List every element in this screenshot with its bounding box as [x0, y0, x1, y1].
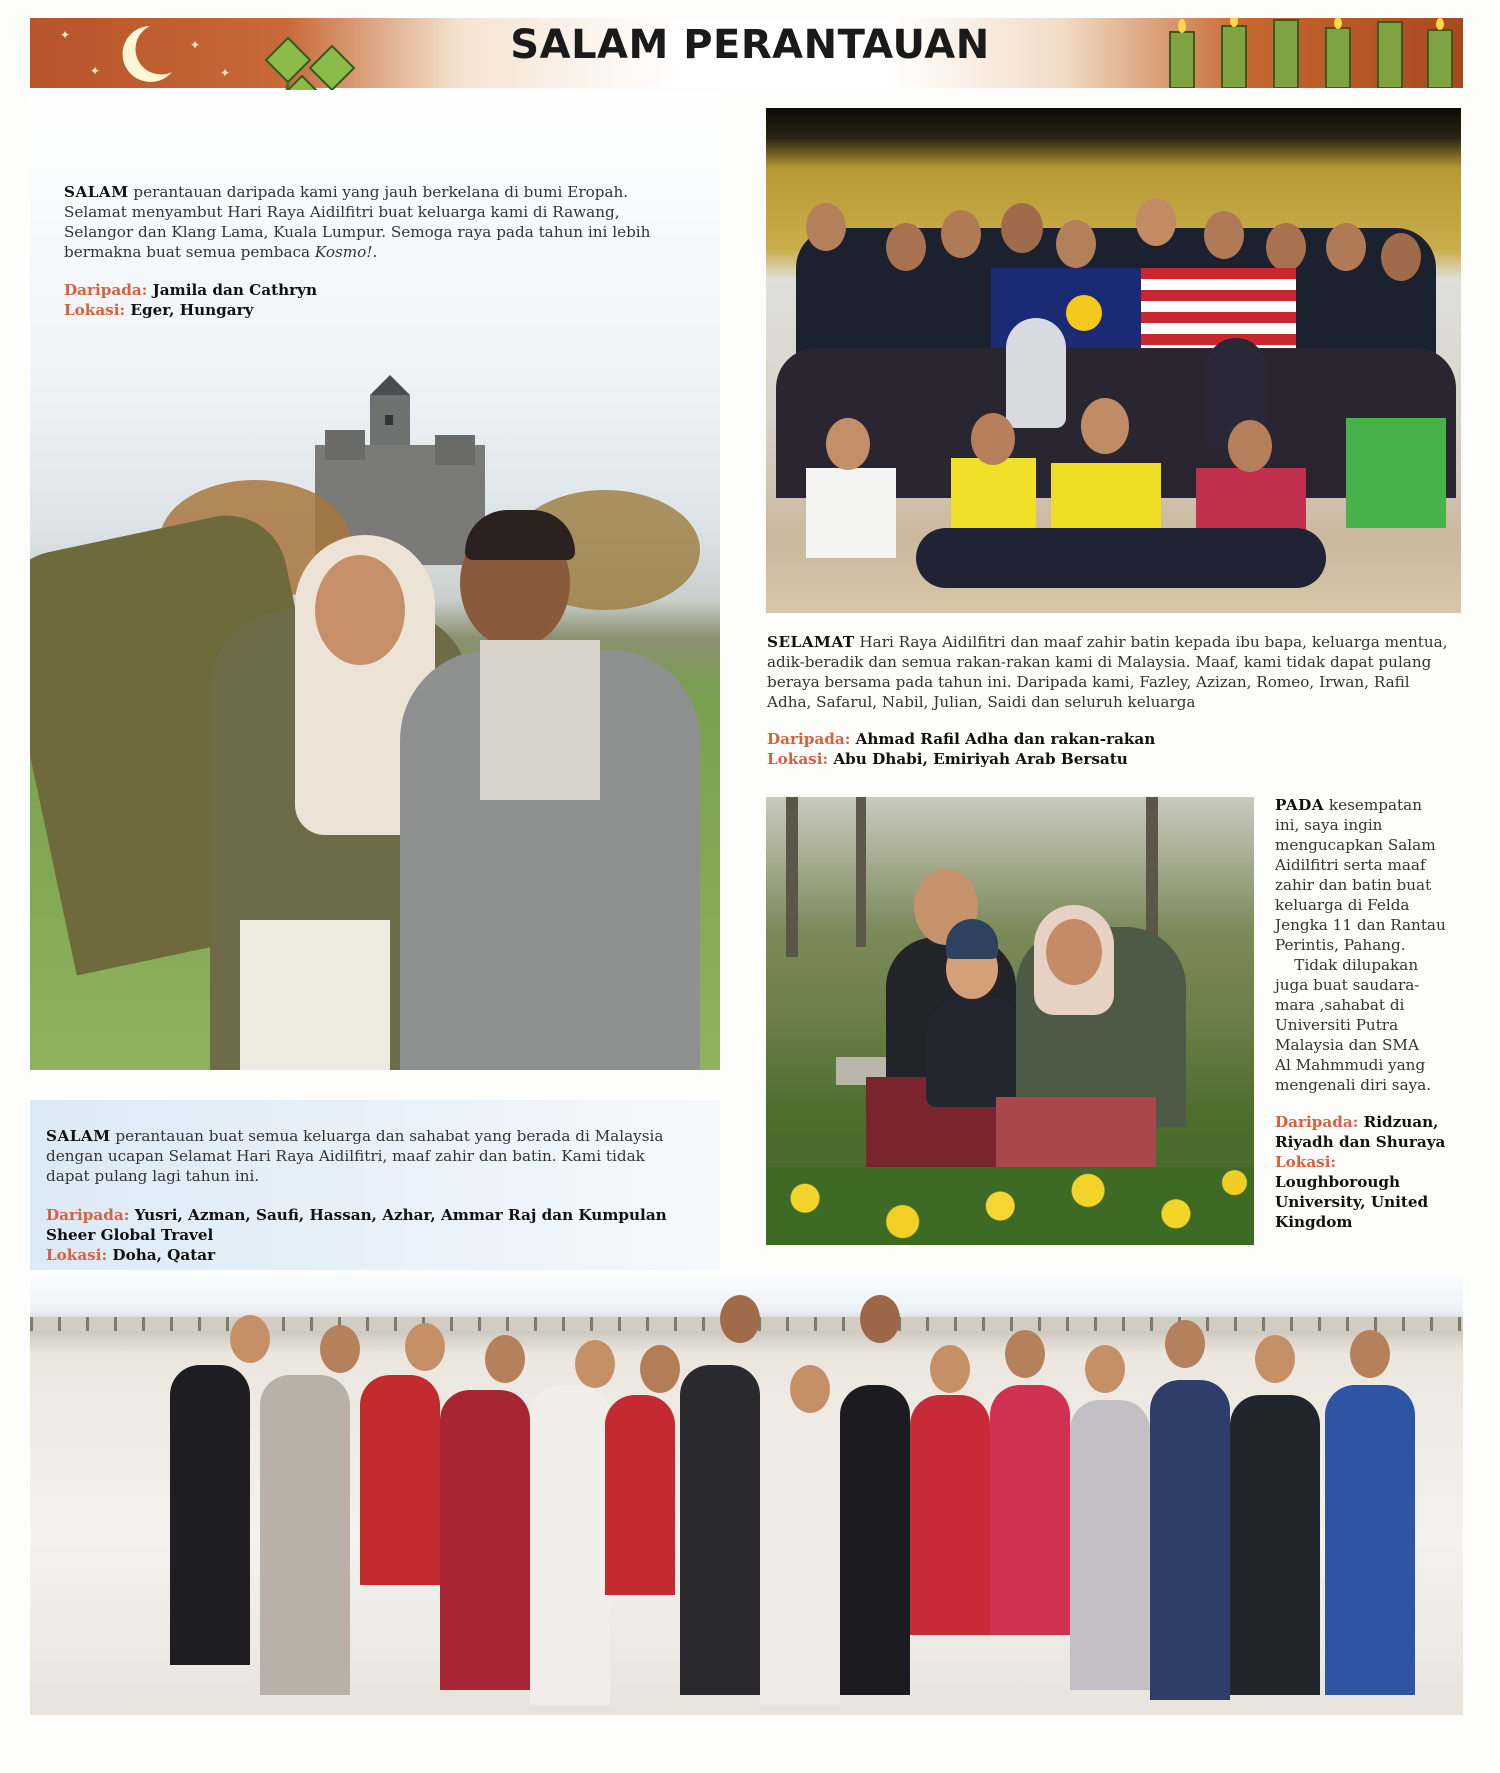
- story-4-credit: [46, 1205, 726, 1265]
- star-icon: ✦: [60, 28, 71, 42]
- location-label: Lokasi:: [1275, 1153, 1337, 1171]
- story-3-line: mengenali diri saya.: [1275, 1076, 1432, 1094]
- location-value: Abu Dhabi, Emiriyah Arab Bersatu: [828, 750, 1128, 768]
- story-3-line: kesempatan: [1324, 796, 1422, 814]
- kosmo-title: Kosmo!: [314, 243, 373, 261]
- story-3-line: ini, saya ingin: [1275, 816, 1383, 834]
- from-value: Ahmad Rafil Adha dan rakan-rakan: [850, 730, 1156, 748]
- from-label: Daripada:: [64, 281, 148, 299]
- from-label: Daripada:: [767, 730, 851, 748]
- story-2-line: Hari Raya Aidilfitri dan maaf zahir batin kepada ibu bapa, keluarga mentua,: [854, 633, 1448, 651]
- from-value: Sheer Global Travel: [46, 1226, 214, 1244]
- story-2-credit: [767, 729, 1155, 769]
- story-2-line: adik-beradik dan semua rakan-rakan kami di Malaysia. Maaf, kami tidak dapat pulang: [767, 653, 1432, 671]
- story-2-line: beraya bersama pada tahun ini. Daripada kami, Fazley, Azizan, Romeo, Irwan, Rafil: [767, 673, 1410, 691]
- star-icon: ✦: [190, 38, 201, 52]
- story-1-line: Selangor dan Klang Lama, Kuala Lumpur. Semoga raya pada tahun ini lebih: [64, 223, 651, 241]
- location-label: Lokasi:: [46, 1246, 108, 1264]
- location-value: Eger, Hungary: [125, 301, 254, 319]
- story-4-lead: SALAM: [46, 1127, 111, 1145]
- story-3-line: Tidak dilupakan: [1275, 956, 1419, 974]
- story-3-line: Jengka 11 dan Rantau: [1275, 916, 1446, 934]
- from-label: Daripada:: [1275, 1113, 1359, 1131]
- story-1-line: .: [372, 243, 378, 261]
- story-3-credit: [1275, 1112, 1475, 1232]
- story-3-line: zahir dan batin buat: [1275, 876, 1432, 894]
- story-3-line: mara ,sahabat di: [1275, 996, 1405, 1014]
- page-title: SALAM PERANTAUAN: [510, 22, 990, 68]
- story-3-line: mengucapkan Salam: [1275, 836, 1436, 854]
- story-1-text: [64, 182, 684, 262]
- story-3-line: Universiti Putra: [1275, 1016, 1399, 1034]
- story-3-line: Aidilfitri serta maaf: [1275, 856, 1426, 874]
- from-label: Daripada:: [46, 1206, 130, 1224]
- story-3-text: [1275, 795, 1475, 1095]
- story-1-line: Selamat menyambut Hari Raya Aidilfitri buat keluarga kami di Rawang,: [64, 203, 620, 221]
- story-4-line: dengan ucapan Selamat Hari Raya Aidilfitri, maaf zahir dan batin. Kami tidak: [46, 1147, 645, 1165]
- story-4-text: [46, 1126, 726, 1186]
- star-icon: ✦: [220, 66, 231, 80]
- story-3-line: Al Mahmmudi yang: [1275, 1056, 1426, 1074]
- story-1-line: perantauan daripada kami yang jauh berkelana di bumi Eropah.: [128, 183, 629, 201]
- location-value: Loughborough: [1275, 1173, 1401, 1191]
- location-value: Kingdom: [1275, 1213, 1353, 1231]
- star-icon: ✦: [90, 64, 101, 78]
- story-2-line: Adha, Safarul, Nabil, Julian, Saidi dan seluruh keluarga: [767, 693, 1196, 711]
- story-4-line: dapat pulang lagi tahun ini.: [46, 1167, 260, 1185]
- story-3-line: Malaysia dan SMA: [1275, 1036, 1419, 1054]
- story-1-lead: SALAM: [64, 183, 129, 201]
- story-2-lead: SELAMAT: [767, 633, 855, 651]
- story-2-text: [767, 632, 1467, 712]
- story-4-line: perantauan buat semua keluarga dan sahabat yang berada di Malaysia: [110, 1127, 664, 1145]
- from-value: Yusri, Azman, Saufi, Hassan, Azhar, Ammar Raj dan Kumpulan: [129, 1206, 667, 1224]
- story-1-credit: [64, 280, 317, 320]
- from-value: Ridzuan,: [1358, 1113, 1439, 1131]
- from-value: Riyadh dan Shuraya: [1275, 1133, 1446, 1151]
- photo-loughborough-family: [766, 797, 1254, 1245]
- story-3-line: juga buat saudara-: [1275, 976, 1420, 994]
- story-3-line: keluarga di Felda: [1275, 896, 1410, 914]
- photo-abu-dhabi-group: [766, 108, 1461, 613]
- story-3-line: Perintis, Pahang.: [1275, 936, 1406, 954]
- story-3-lead: PADA: [1275, 796, 1325, 814]
- location-value: Doha, Qatar: [107, 1246, 216, 1264]
- location-label: Lokasi:: [64, 301, 126, 319]
- photo-doha-group: [30, 1275, 1463, 1715]
- from-value: Jamila dan Cathryn: [147, 281, 318, 299]
- location-label: Lokasi:: [767, 750, 829, 768]
- location-value: University, United: [1275, 1193, 1429, 1211]
- story-1-line: bermakna buat semua pembaca: [64, 243, 315, 261]
